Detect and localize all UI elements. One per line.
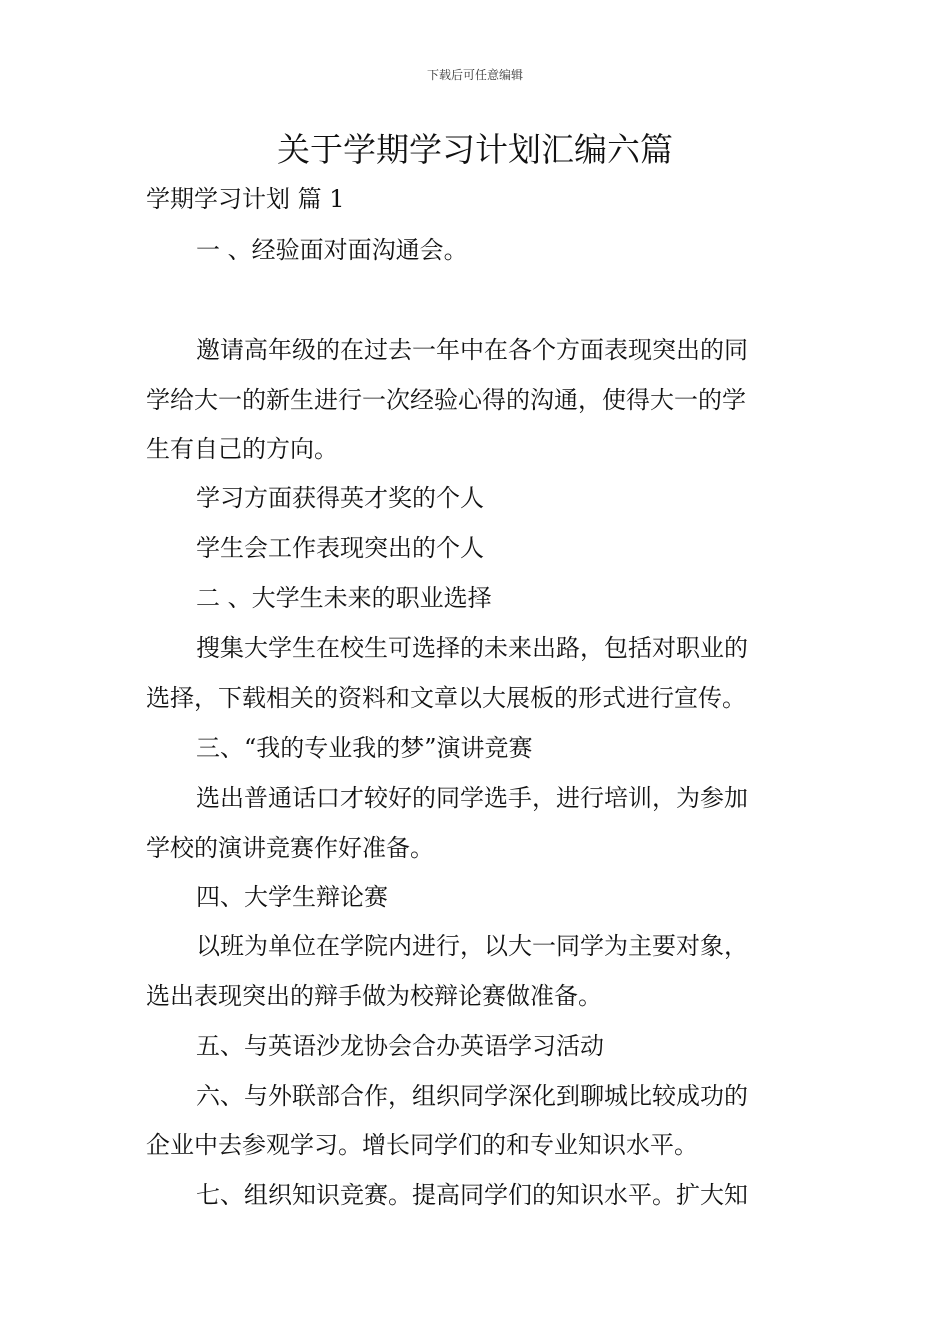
- paragraph-line: 以班为单位在学院内进行，以大一同学为主要对象，: [196, 932, 748, 960]
- paragraph-line: 学生会工作表现突出的个人: [196, 534, 484, 562]
- paragraph-line: 六、与外联部合作，组织同学深化到聊城比较成功的: [196, 1082, 748, 1110]
- paragraph-line: 企业中去参观学习。增长同学们的和专业知识水平。: [146, 1131, 698, 1159]
- paragraph-line: 选择，下载相关的资料和文章以大展板的形式进行宣传。: [146, 684, 746, 712]
- paragraph-line: 二 、大学生未来的职业选择: [196, 584, 492, 612]
- paragraph-line: 五、与英语沙龙协会合办英语学习活动: [196, 1032, 604, 1060]
- paragraph-line: 邀请高年级的在过去一年中在各个方面表现突出的同: [196, 336, 748, 364]
- document-title: 关于学期学习计划汇编六篇: [277, 130, 673, 169]
- paragraph-line: 生有自己的方向。: [146, 435, 338, 463]
- paragraph-line: 四、大学生辩论赛: [196, 883, 388, 911]
- paragraph-line: 学习方面获得英才奖的个人: [196, 484, 484, 512]
- paragraph-line: 一 、经验面对面沟通会。: [196, 236, 468, 264]
- page-header-note: 下载后可任意编辑: [426, 68, 523, 82]
- paragraph-line: 学给大一的新生进行一次经验心得的沟通，使得大一的学: [146, 386, 746, 414]
- section-heading: 学期学习计划 篇 1: [146, 185, 345, 213]
- paragraph-line: 三、“我的专业我的梦”演讲竞赛: [196, 734, 533, 762]
- paragraph-line: 选出表现突出的辩手做为校辩论赛做准备。: [146, 982, 602, 1010]
- paragraph-line: 七、组织知识竞赛。提高同学们的知识水平。扩大知: [196, 1181, 748, 1209]
- paragraph-line: 搜集大学生在校生可选择的未来出路，包括对职业的: [196, 634, 748, 662]
- paragraph-line: 选出普通话口才较好的同学选手，进行培训，为参加: [196, 784, 748, 812]
- paragraph-line: 学校的演讲竞赛作好准备。: [146, 834, 434, 862]
